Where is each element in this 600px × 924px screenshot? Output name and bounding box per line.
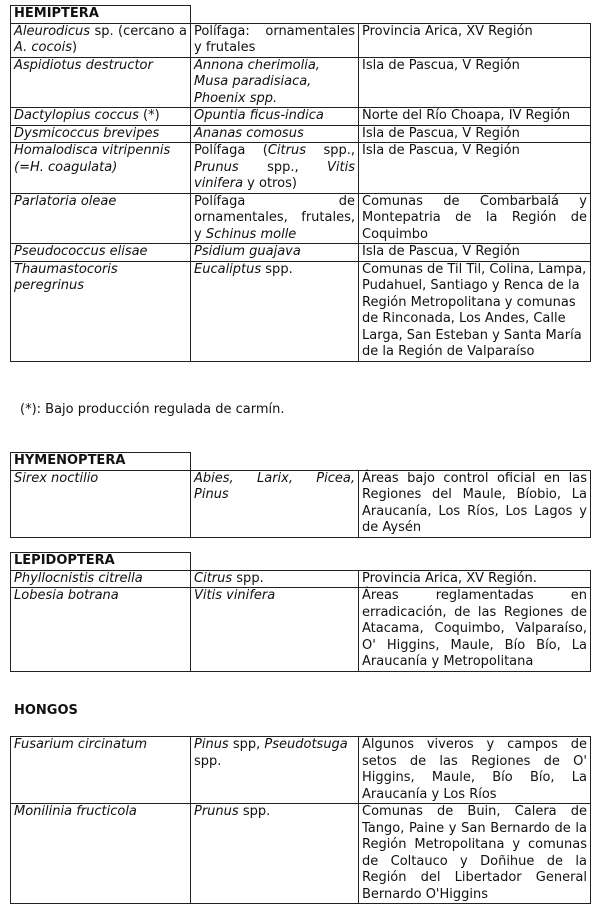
species-cell: Aspidiotus destructor [11,57,191,108]
table-row [11,57,591,108]
section-header-row [11,553,591,571]
hymenoptera-table [10,452,591,538]
location-cell: Isla de Pascua, V Región [359,57,591,108]
section-title-hongos: HONGOS [14,703,78,718]
location-cell: Comunas de Buin, Calera de Tango, Paine y San Bernardo de la Región Metropolitana y comunas de Coltauco y Doñihue de la Región del Libertador General Bernardo O'Higgins [359,804,591,904]
table-row [11,193,591,244]
location-cell: Provincia Arica, XV Región [359,23,591,57]
species-cell: Thaumastocoris peregrinus [11,261,191,361]
host-cell: Polífaga (Citrus spp., Prunus spp., Vitis vinifera y otros) [191,143,359,194]
species-cell: Homalodisca vitripennis (=H. coagulata) [11,143,191,194]
section-title: HYMENOPTERA [11,453,191,471]
host-cell: Citrus spp. [191,570,359,588]
table-row [11,470,591,537]
section-header-row [11,453,591,471]
host-cell: Vitis vinifera [191,588,359,672]
host-cell: Eucaliptus spp. [191,261,359,361]
table-row [11,737,591,804]
species-cell: Pseudococcus elisae [11,244,191,262]
species-cell: Parlatoria oleae [11,193,191,244]
host-cell: Prunus spp. [191,804,359,904]
table-row [11,125,591,143]
footnote: (*): Bajo producción regulada de carmín. [20,402,285,417]
table-row [11,108,591,126]
table-row [11,804,591,904]
species-cell: Phyllocnistis citrella [11,570,191,588]
location-cell: Isla de Pascua, V Región [359,125,591,143]
location-cell: Norte del Río Choapa, IV Región [359,108,591,126]
host-cell: Pinus spp, Pseudotsuga spp. [191,737,359,804]
location-cell: Comunas de Til Til, Colina, Lampa, Pudahuel, Santiago y Renca de la Región Metropolitana y comunas de Rinconada, Los Andes, Calle Larga, San Esteban y Santa María de la Región de Valparaíso [359,261,591,361]
host-cell: Polífaga de ornamentales, frutales, y Schinus molle [191,193,359,244]
location-cell: Comunas de Combarbalá y Montepatria de la Región de Coquimbo [359,193,591,244]
location-cell: Áreas bajo control oficial en las Regiones del Maule, Bíobio, La Araucanía, Los Ríos, Los Lagos y de Aysén [359,470,591,537]
location-cell: Áreas reglamentadas en erradicación, de las Regiones de Atacama, Coquimbo, Valparaíso, O' Higgins, Maule, Bío Bío, La Araucanía y Metropolitana [359,588,591,672]
host-cell: Polífaga: ornamentales y frutales [191,23,359,57]
section-title: LEPIDOPTERA [11,553,191,571]
species-cell: Aleurodicus sp. (cercano a A. cocois) [11,23,191,57]
section-title: HEMIPTERA [11,6,191,24]
host-cell: Ananas comosus [191,125,359,143]
lepidoptera-table [10,552,591,672]
table-row [11,143,591,194]
table-row [11,588,591,672]
table-row [11,570,591,588]
species-cell: Fusarium circinatum [11,737,191,804]
species-cell: Monilinia fructicola [11,804,191,904]
location-cell: Algunos viveros y campos de setos de las Regiones de O' Higgins, Maule, Bío Bío, La Araucanía y Los Ríos [359,737,591,804]
location-cell: Provincia Arica, XV Región. [359,570,591,588]
host-cell: Annona cherimolia, Musa paradisiaca, Phoenix spp. [191,57,359,108]
section-header-row [11,6,591,24]
hongos-table [10,736,591,904]
location-cell: Isla de Pascua, V Región [359,143,591,194]
host-cell: Opuntia ficus-indica [191,108,359,126]
host-cell: Abies, Larix, Picea, Pinus [191,470,359,537]
table-row [11,23,591,57]
hemiptera-table [10,5,591,362]
species-cell: Dactylopius coccus (*) [11,108,191,126]
location-cell: Isla de Pascua, V Región [359,244,591,262]
host-cell: Psidium guajava [191,244,359,262]
species-cell: Dysmicoccus brevipes [11,125,191,143]
species-cell: Lobesia botrana [11,588,191,672]
table-row [11,261,591,361]
species-cell: Sirex noctilio [11,470,191,537]
table-row [11,244,591,262]
